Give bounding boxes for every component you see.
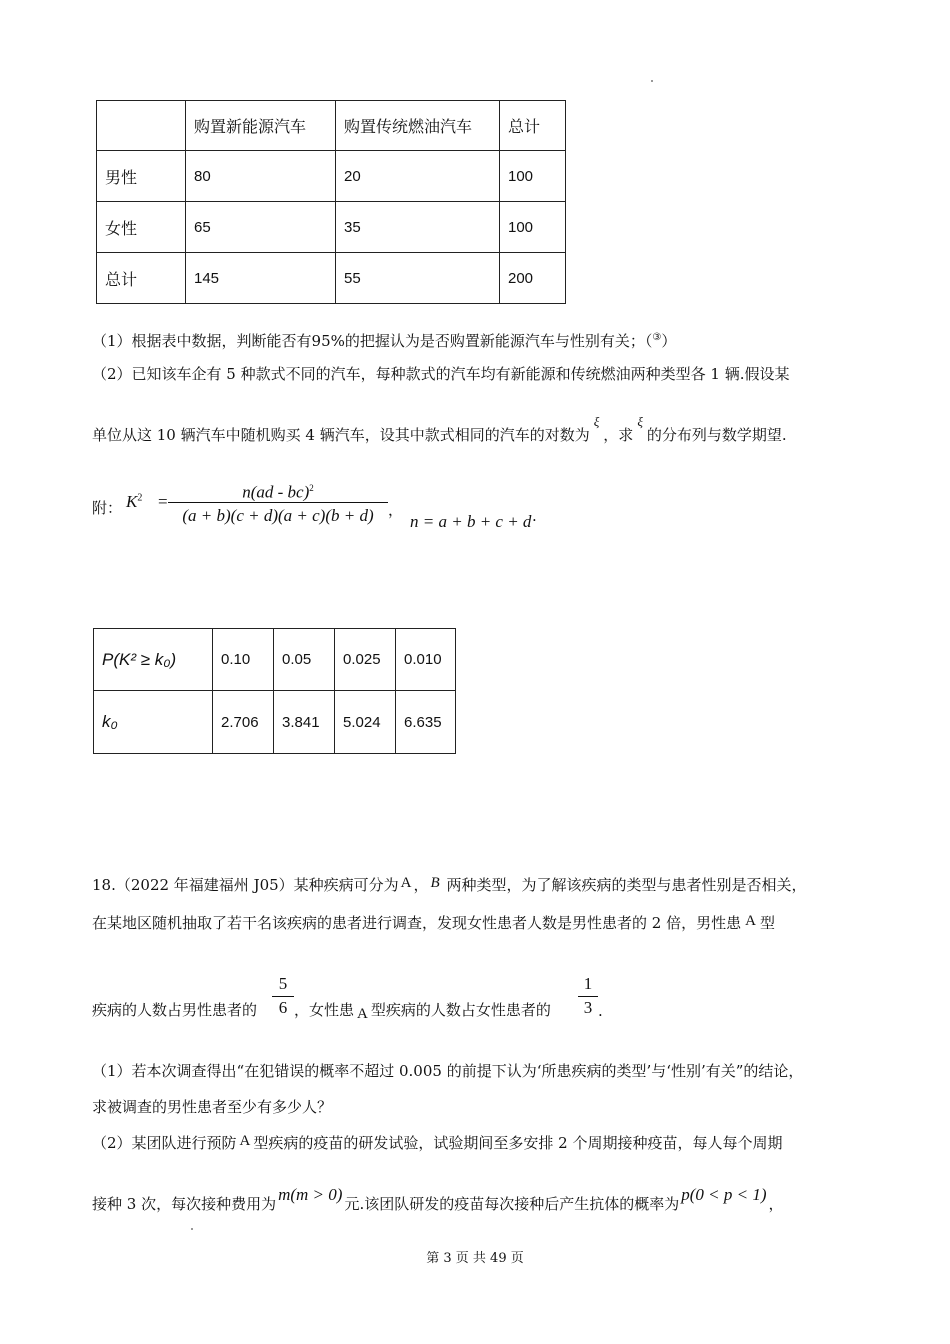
fraction-denominator: (a + b)(c + d)(a + c)(b + d) bbox=[182, 506, 374, 525]
table-cell: 5.024 bbox=[335, 691, 396, 754]
equals-sign: = bbox=[158, 492, 168, 511]
table-row-label: 男性 bbox=[97, 151, 186, 202]
m-expression: m(m > 0) bbox=[278, 1185, 343, 1204]
table-cell: 55 bbox=[336, 253, 500, 304]
table-row bbox=[94, 691, 456, 754]
table-cell: 200 bbox=[500, 253, 566, 304]
table-cell: 35 bbox=[336, 202, 500, 253]
question-1: （1）根据表中数据，判断能否有95%的把握认为是否购置新能源汽车与性别有关；（③） bbox=[92, 332, 677, 350]
table-row-label: k₀ bbox=[94, 691, 213, 754]
table-row-label: 女性 bbox=[97, 202, 186, 253]
table-row bbox=[94, 629, 456, 691]
table-cell: 65 bbox=[186, 202, 336, 253]
table-header-cell: 购置新能源汽车 bbox=[186, 101, 336, 151]
problem-18-sub-1-line-2: 求被调查的男性患者至少有多少人？ bbox=[92, 1098, 333, 1116]
problem-18-line-1: 18.（2022 年福建福州 J05）某种疾病可分为 A ， B 两种类型，为了解该疾病的类型与患者性别是否相关， bbox=[92, 875, 807, 894]
problem-18-sub-1-line-1: （1）若本次调查得出“在犯错误的概率不超过 0.005 的前提下认为‘所患疾病的类型’与‘性别’有关”的结论， bbox=[92, 1062, 804, 1080]
xi-symbol: ξ bbox=[637, 414, 643, 429]
p-expression: p(0 < p < 1) bbox=[681, 1185, 767, 1204]
circled-three-mark: ③ bbox=[652, 332, 662, 343]
problem-18-line-3b: ，女性患 A 型疾病的人数占女性患者的 bbox=[294, 1001, 551, 1022]
table-cell: 80 bbox=[186, 151, 336, 202]
table-header-cell: 总计 bbox=[500, 101, 566, 151]
problem-18-line-3-end: . bbox=[598, 1002, 603, 1020]
problem-18-sub-2-line-2: 接种 3 次，每次接种费用为 m(m > 0) 元.该团队研发的疫苗每次接种后产生抗体的概率为 p(0 < p < 1) ， bbox=[92, 1185, 784, 1213]
table-cell: 100 bbox=[500, 202, 566, 253]
n-formula: n = a + b + c + d bbox=[410, 512, 532, 531]
table-row bbox=[97, 151, 566, 202]
table-cell: 100 bbox=[500, 151, 566, 202]
table-header-cell: 购置传统燃油汽车 bbox=[336, 101, 500, 151]
table-cell: 0.05 bbox=[274, 629, 335, 691]
table-cell: 145 bbox=[186, 253, 336, 304]
critical-value-table bbox=[93, 628, 456, 754]
contingency-table bbox=[96, 100, 566, 304]
table-cell: 0.10 bbox=[213, 629, 274, 691]
table-row-label: 总计 bbox=[97, 253, 186, 304]
k-squared: $K^2$ bbox=[126, 492, 143, 511]
appendix-separator: ， bbox=[388, 501, 404, 519]
table-row-label: P(K² ≥ k₀) bbox=[94, 629, 213, 691]
problem-18-line-3: 疾病的人数占男性患者的 bbox=[92, 1001, 258, 1019]
table-cell: 3.841 bbox=[274, 691, 335, 754]
fraction-five-sixths: 5 6 bbox=[272, 972, 294, 1019]
page-footer: 第 3 页 共 49 页 bbox=[426, 1251, 524, 1266]
table-row bbox=[97, 202, 566, 253]
scan-dot bbox=[191, 1228, 193, 1230]
table-cell: 2.706 bbox=[213, 691, 274, 754]
appendix-end: . bbox=[532, 507, 537, 525]
problem-18-sub-2-line-1: （2）某团队进行预防 A 型疾病的疫苗的研发试验，试验期间至多安排 2 个周期接种疫苗，每人每个周期 bbox=[92, 1133, 783, 1152]
xi-symbol: ξ bbox=[593, 414, 600, 429]
table-cell: 6.635 bbox=[396, 691, 456, 754]
table-cell: 20 bbox=[336, 151, 500, 202]
table-header-cell bbox=[97, 101, 186, 151]
question-2-line-1: （2）已知该车企有 5 种款式不同的汽车，每种款式的汽车均有新能源和传统燃油两种类型各 1 辆.假设某 bbox=[92, 365, 790, 383]
table-cell: 0.025 bbox=[335, 629, 396, 691]
k-squared-fraction bbox=[168, 474, 388, 529]
problem-18-line-2: 在某地区随机抽取了若干名该疾病的患者进行调查，发现女性患者人数是男性患者的 2 倍，男性患 A 型 bbox=[92, 913, 775, 932]
fraction-numerator: n(ad - bc)$^2$ bbox=[242, 482, 314, 502]
appendix-label: 附： bbox=[92, 499, 123, 517]
table-cell: 0.010 bbox=[396, 629, 456, 691]
question-2-line-2: 单位从这 10 辆汽车中随机购买 4 辆汽车，设其中款式相同的汽车的对数为ξ，求ξ的分布列与数学期望. bbox=[92, 414, 787, 444]
fraction-one-third: 1 3 bbox=[578, 972, 598, 1019]
scan-dot bbox=[651, 80, 653, 82]
table-row bbox=[97, 253, 566, 304]
